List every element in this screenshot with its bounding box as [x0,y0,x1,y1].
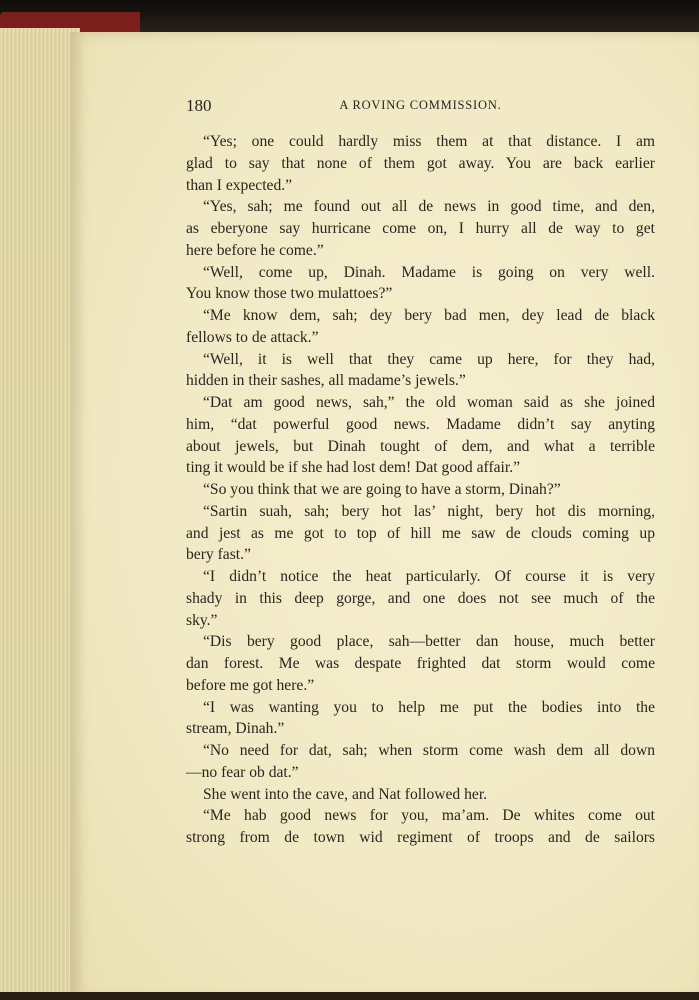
text-line: “Dis bery good place, sah—better dan house, much better [203,633,655,651]
text-line: “So you think that we are going to have a storm, Dinah?” [203,481,561,498]
text-line: “Well, come up, Dinah. Madame is going on very well. [203,263,655,281]
text-line: shady in this deep gorge, and one does not see much of the [186,589,655,607]
text-line: as eberyone say hurricane come on, I hurry all de way to get [186,220,655,237]
text-line: glad to say that none of them got away. You are back earlier [186,154,655,172]
text-line: “Me hab good news for you, ma’am. De whites come out [203,807,655,825]
text-line: and jest as me got to top of hill me saw de clouds coming up [186,524,655,542]
text-line: strong from de town wid regiment of troops and de sailors [186,829,655,846]
text-line: “Sartin suah, sah; bery hot las’ night, bery hot dis morning, [203,502,655,520]
text-line: You know those two mulattoes?” [186,285,393,303]
text-line: him, “dat powerful good news. Madame didn’t say anyting [186,415,655,433]
text-line: about jewels, but Dinah tought of dem, and what a terrible [186,437,655,455]
running-header [186,96,655,116]
text-line: “Well, it is well that they came up here, for they had, [203,350,655,368]
text-line: “Dat am good news, sah,” the old woman said as she joined [203,394,655,411]
page-body-text [186,131,655,849]
text-line: fellows to de attack.” [186,328,319,346]
text-line: “Me know dem, sah; dey bery bad men, dey lead de black [203,307,655,324]
text-line: stream, Dinah.” [186,720,285,738]
text-line: “No need for dat, sah; when storm come wash dem all down [203,742,655,759]
text-line: bery fast.” [186,546,251,564]
text-line: sky.” [186,611,218,629]
text-line: “Yes, sah; me found out all de news in good time, and den, [203,198,655,216]
book-bottom-edge [0,992,699,1000]
page-edges [0,28,80,1000]
text-line: here before he come.” [186,241,324,259]
text-line: “I was wanting you to help me put the bodies into the [203,698,655,716]
text-line: than I expected.” [186,176,293,194]
text-line: —no fear ob dat.” [186,763,299,781]
text-line: She went into the cave, and Nat followed her. [203,785,488,803]
text-line: “I didn’t notice the heat particularly. Of course it is very [203,568,655,585]
text-line: “Yes; one could hardly miss them at that distance. I am [203,133,655,150]
running-title: A ROVING COMMISSION. [339,98,502,112]
text-line: dan forest. Me was despate frighted dat storm would come [186,655,655,672]
page-number: 180 [186,96,212,115]
text-line: before me got here.” [186,676,315,694]
text-line: ting it would be if she had lost dem! Dat good affair.” [186,459,521,477]
text-line: hidden in their sashes, all madame’s jewels.” [186,372,466,390]
